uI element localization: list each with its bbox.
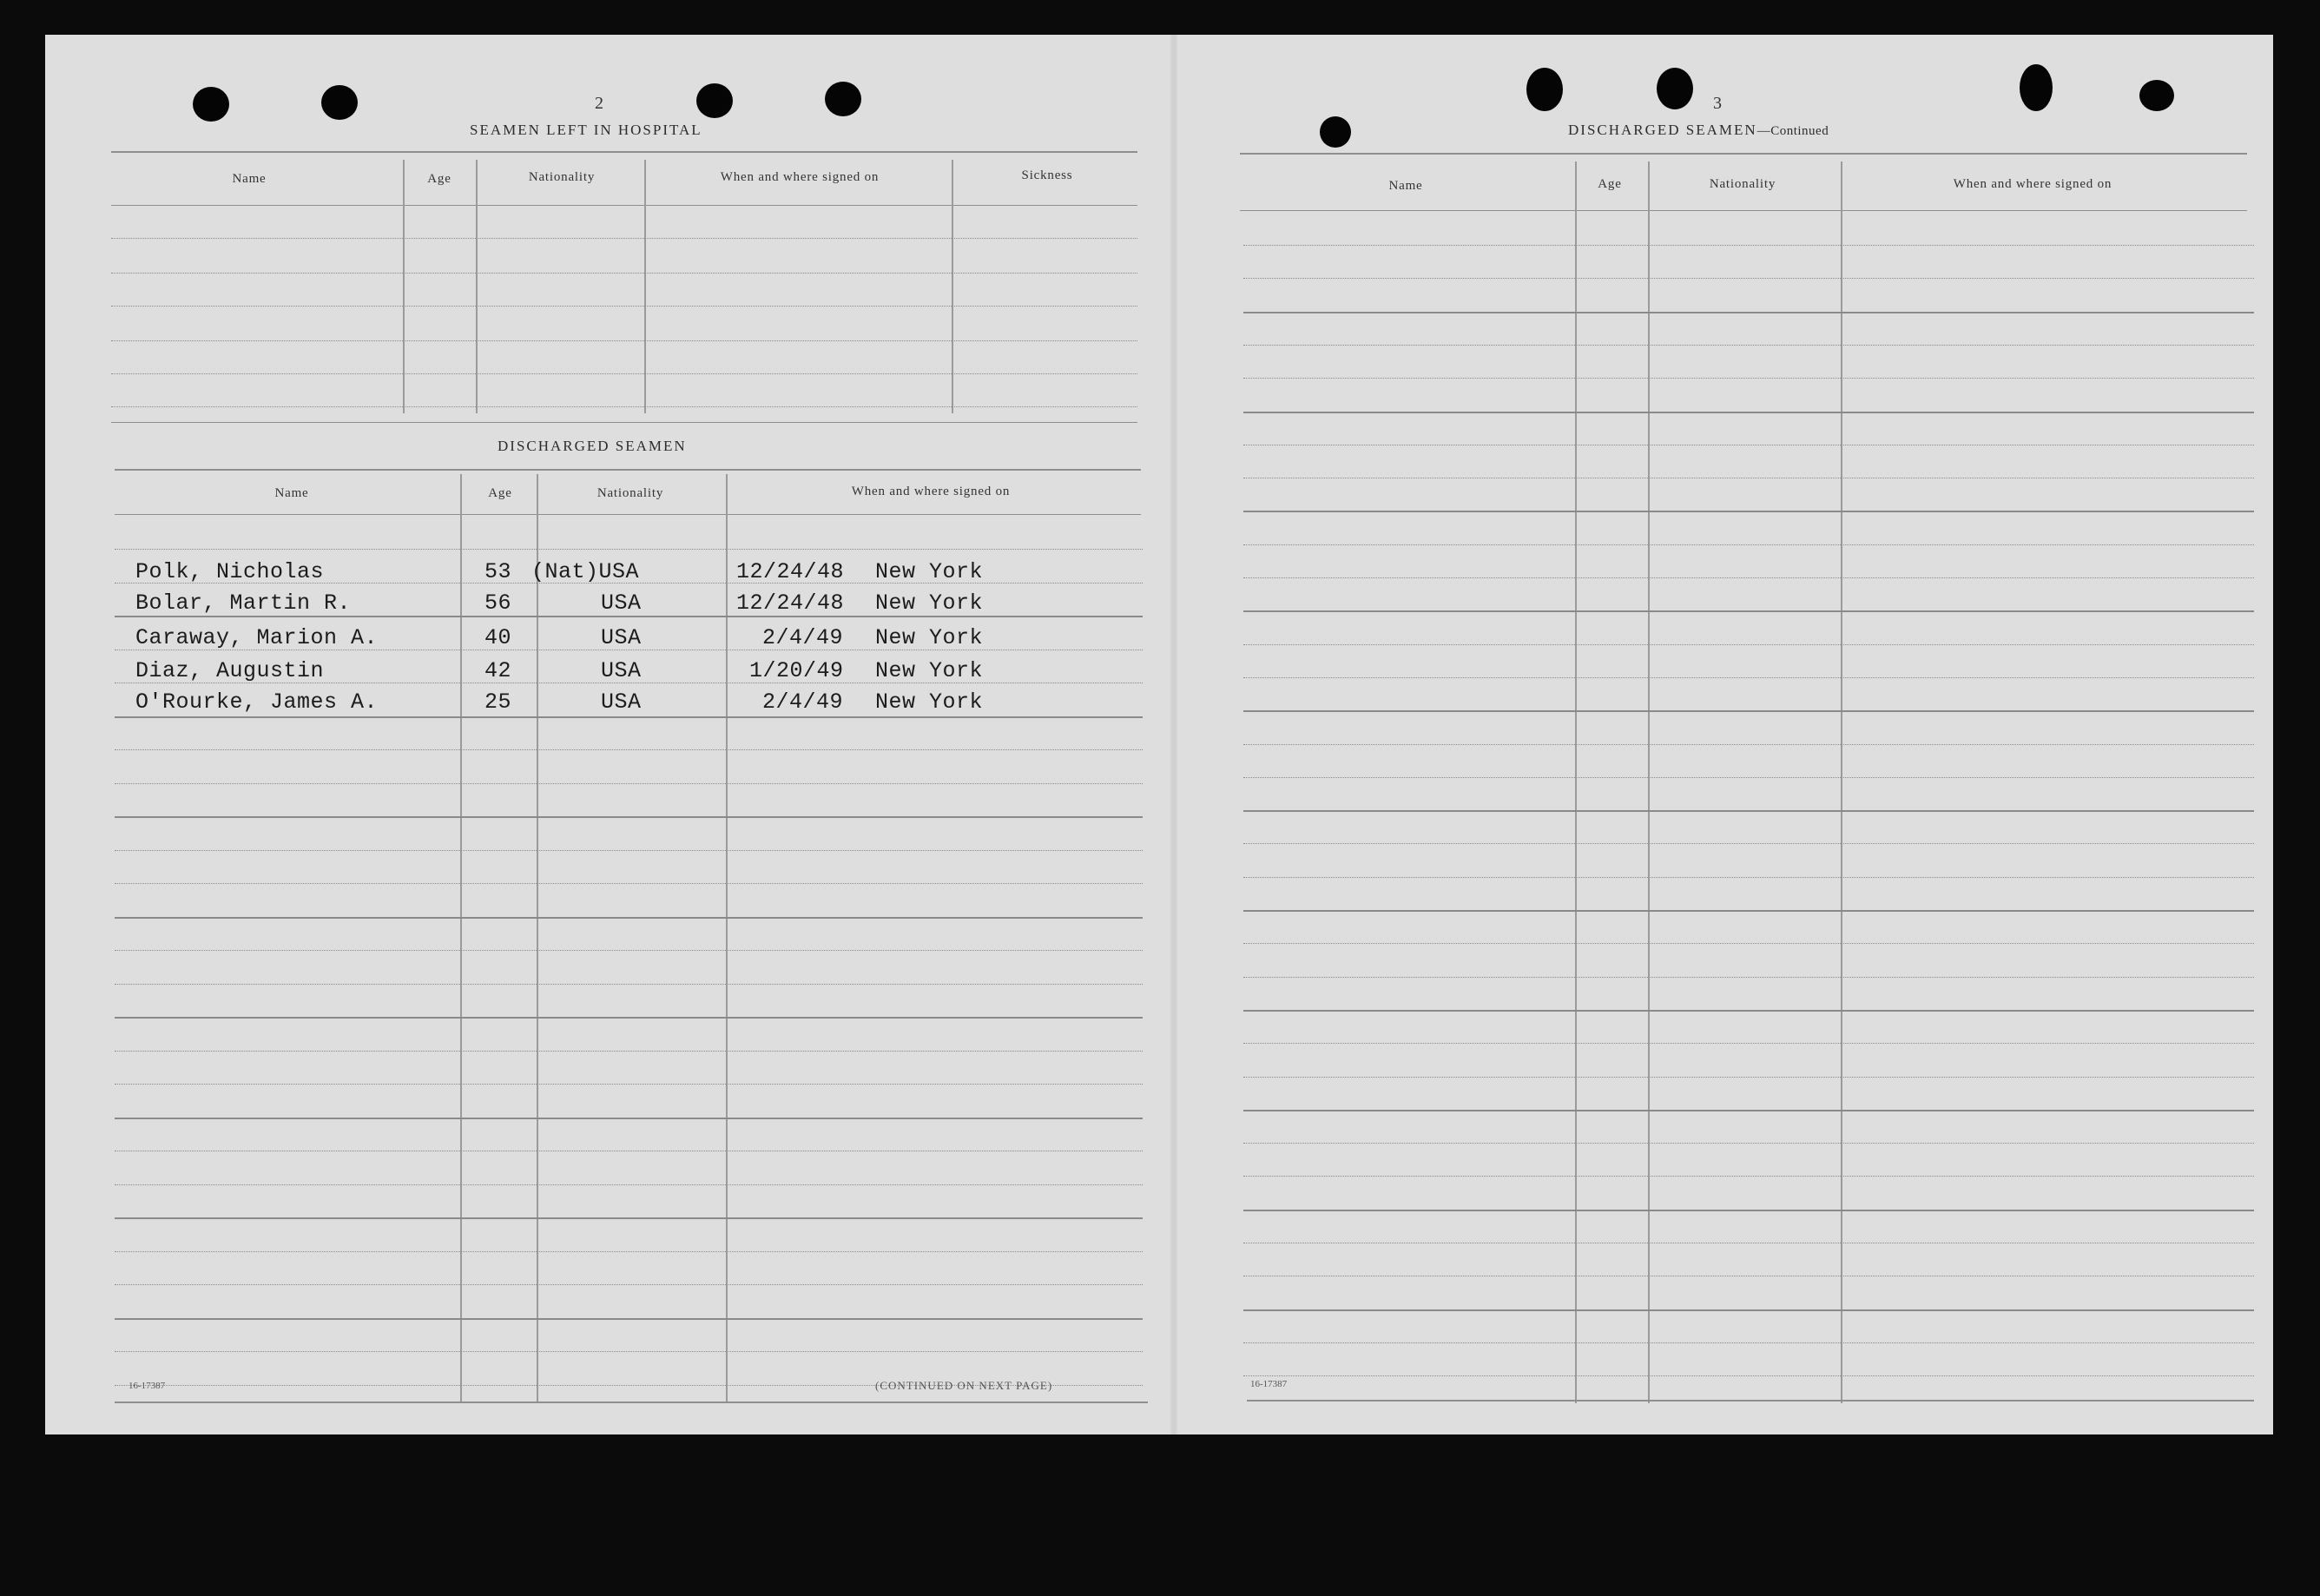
row-rule: [115, 716, 1143, 718]
row-rule: [115, 917, 1143, 919]
row-rule: [111, 273, 1137, 274]
hospital-section-title: SEAMEN LEFT IN HOSPITAL: [470, 122, 702, 138]
col-age: Age: [427, 172, 451, 186]
cell-name: Polk, Nicholas: [135, 559, 325, 584]
row-rule: [111, 406, 1137, 407]
discharged-continued-title: [1568, 122, 1829, 139]
form-number: 16-17387: [1250, 1379, 1288, 1389]
cell-name: O'Rourke, James A.: [135, 689, 379, 715]
title-suffix: —Continued: [1756, 124, 1829, 138]
col-divider: [476, 160, 478, 413]
row-rule: [1243, 843, 2254, 844]
row-rule: [1243, 710, 2254, 712]
row-rule: [115, 950, 1143, 951]
row-rule: [1243, 345, 2254, 346]
col-signed-on: When and where signed on: [1953, 177, 2112, 191]
row-rule: [115, 1051, 1143, 1052]
continued-note: (CONTINUED ON NEXT PAGE): [875, 1379, 1053, 1392]
col-signed-on: When and where signed on: [851, 485, 1011, 498]
col-divider: [644, 160, 646, 413]
col-divider: [1841, 162, 1842, 1403]
row-rule: [115, 1017, 1143, 1019]
row-rule: [115, 1217, 1143, 1219]
col-nationality: Nationality: [596, 486, 664, 500]
col-divider: [1648, 162, 1650, 1403]
cell-name: Caraway, Marion A.: [135, 625, 379, 650]
right-page: [1177, 35, 2273, 1434]
row-rule: [1243, 1110, 2254, 1111]
row-rule: [111, 340, 1137, 341]
row-rule: [1243, 1210, 2254, 1211]
row-rule: [115, 1184, 1143, 1185]
table-top-rule: [115, 469, 1141, 471]
col-name: Name: [274, 486, 309, 500]
col-age: Age: [1598, 177, 1622, 191]
col-name: Name: [1388, 179, 1423, 193]
row-rule: [1243, 677, 2254, 678]
row-rule: [1243, 511, 2254, 512]
cell-name: Diaz, Augustin: [135, 658, 325, 683]
row-rule: [1243, 744, 2254, 745]
cell-place: New York: [875, 625, 984, 650]
row-rule: [1243, 1342, 2254, 1343]
row-rule: [115, 850, 1143, 851]
row-rule: [1243, 577, 2254, 578]
col-divider: [726, 474, 728, 1403]
col-divider: [403, 160, 405, 413]
cell-place: New York: [875, 559, 984, 584]
row-rule: [115, 1118, 1143, 1119]
section-rule: [111, 422, 1137, 423]
page-number: 3: [1713, 94, 1722, 113]
row-rule: [111, 306, 1137, 307]
row-rule: [115, 1284, 1143, 1285]
left-page: [45, 35, 1170, 1434]
row-rule: [1243, 810, 2254, 812]
row-rule: [1243, 877, 2254, 878]
row-rule: [1243, 278, 2254, 279]
cell-age: 56: [484, 590, 512, 616]
header-rule: [1240, 210, 2247, 211]
col-divider: [1575, 162, 1577, 1403]
col-divider: [537, 474, 538, 1403]
col-name: Name: [232, 172, 267, 186]
row-rule: [1243, 1176, 2254, 1177]
cell-date: 1/20/49: [749, 658, 844, 683]
manifest-sheet: [45, 35, 2273, 1434]
col-signed-on: When and where signed on: [720, 170, 880, 184]
row-rule: [1243, 312, 2254, 313]
row-rule: [1243, 378, 2254, 379]
cell-age: 53: [484, 559, 512, 584]
row-rule: [115, 883, 1143, 884]
row-rule: [1243, 610, 2254, 612]
page-fold: [1170, 35, 1177, 1434]
row-rule: [115, 816, 1143, 818]
col-nationality: Nationality: [528, 170, 596, 184]
cell-nationality: USA: [601, 689, 642, 715]
row-rule: [1243, 644, 2254, 645]
cell-place: New York: [875, 590, 984, 616]
row-rule: [1243, 245, 2254, 246]
table-bottom-rule: [115, 1401, 1148, 1403]
cell-age: 40: [484, 625, 512, 650]
header-rule: [115, 514, 1141, 515]
col-age: Age: [488, 486, 512, 500]
cell-nationality: USA: [601, 590, 642, 616]
row-rule: [1243, 777, 2254, 778]
cell-nationality: USA: [601, 625, 642, 650]
row-rule: [1243, 412, 2254, 413]
row-rule: [111, 238, 1137, 239]
title-text: DISCHARGED SEAMEN: [1568, 122, 1757, 138]
row-rule: [1243, 977, 2254, 978]
row-rule: [115, 783, 1143, 784]
row-rule: [1243, 1309, 2254, 1311]
row-rule: [1243, 1375, 2254, 1376]
table-top-rule: [111, 151, 1137, 153]
page-number: 2: [595, 94, 603, 113]
row-rule: [1243, 1010, 2254, 1012]
cell-date: 12/24/48: [736, 590, 845, 616]
cell-name: Bolar, Martin R.: [135, 590, 352, 616]
row-rule: [115, 616, 1143, 617]
row-rule: [1243, 544, 2254, 545]
row-rule: [115, 749, 1143, 750]
cell-age: 42: [484, 658, 512, 683]
cell-place: New York: [875, 658, 984, 683]
row-rule: [1243, 910, 2254, 912]
row-rule: [115, 1251, 1143, 1252]
row-rule: [115, 984, 1143, 985]
table-bottom-rule: [1247, 1400, 2254, 1401]
cell-date: 12/24/48: [736, 559, 845, 584]
col-nationality: Nationality: [1709, 177, 1776, 191]
header-rule: [111, 205, 1137, 206]
form-number: 16-17387: [129, 1381, 166, 1391]
cell-place: New York: [875, 689, 984, 715]
row-rule: [115, 549, 1143, 550]
col-sickness: Sickness: [1021, 168, 1073, 182]
table-top-rule: [1240, 153, 2247, 155]
row-rule: [111, 373, 1137, 374]
col-divider: [460, 474, 462, 1403]
row-rule: [1243, 943, 2254, 944]
cell-nationality: USA: [601, 658, 642, 683]
row-rule: [115, 1351, 1143, 1352]
row-rule: [115, 1084, 1143, 1085]
discharged-section-title: DISCHARGED SEAMEN: [498, 438, 687, 454]
row-rule: [1243, 1143, 2254, 1144]
cell-date: 2/4/49: [762, 625, 844, 650]
cell-date: 2/4/49: [762, 689, 844, 715]
row-rule: [115, 1318, 1143, 1320]
cell-age: 25: [484, 689, 512, 715]
row-rule: [1243, 1043, 2254, 1044]
cell-nationality: (Nat)USA: [531, 559, 640, 584]
row-rule: [1243, 1077, 2254, 1078]
col-divider: [952, 160, 953, 413]
